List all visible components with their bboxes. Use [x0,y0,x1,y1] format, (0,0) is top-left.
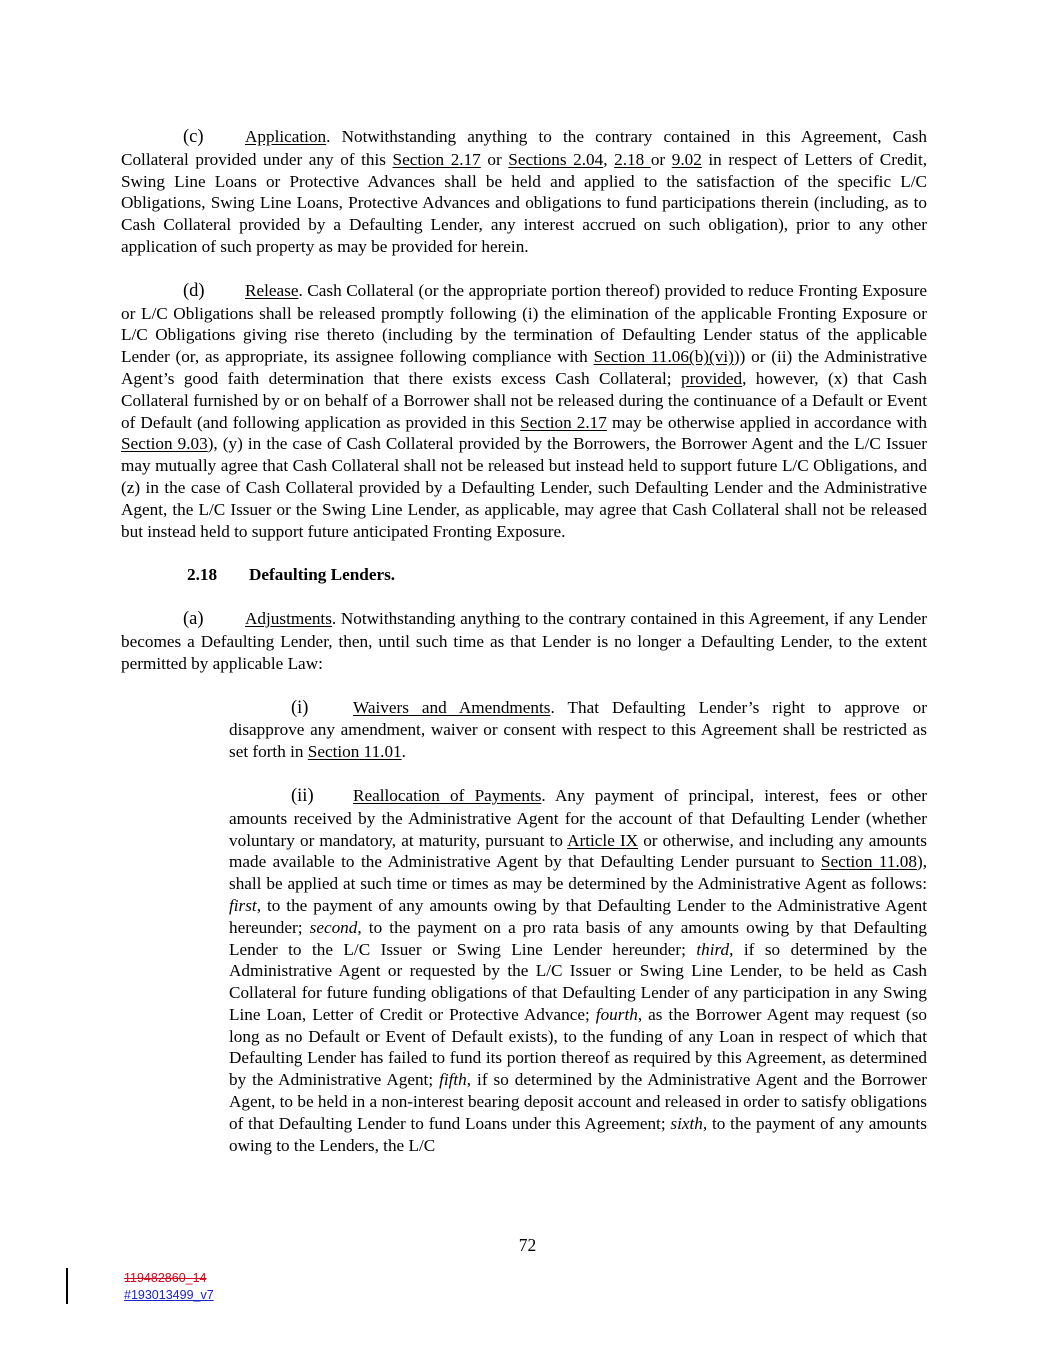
paragraph-d-release [121,280,927,543]
subparagraph-i-waivers [229,697,927,763]
cross-reference: Section 2.17 [520,412,607,432]
paragraph-title: Adjustments [245,609,332,629]
text-run: or otherwise, and including any amounts made available to the Administrative Agent by that Defaulting Lender pursuant to [229,830,927,872]
paragraph-title: Application [245,127,327,146]
paragraph-c-application [121,126,927,258]
text-run: , to the payment of any amounts owing by that Defaulting Lender to the Administrative Agent hereunder; [229,895,927,937]
document-body [121,126,927,1156]
text-run: . That Defaulting Lender’s right to approve or disapprove any amendment, waiver or consent with respect to this Agreement shall be restricted as set forth in [229,697,927,762]
text-run: )) or (ii) the Administrative Agent’s good faith determination that there exists excess Cash Collateral; [121,347,928,388]
text-run: , if so determined by the Administrative Agent and the Borrower Agent, to be held in a non-interest bearing deposit account and released in order to satisfy obligations of that Defaulting Lender to fund Loans under this Agreement; [229,1070,927,1133]
text-run: . [401,742,406,762]
subparagraph-ii-reallocation [229,785,927,1157]
paragraph-a-adjustments [121,608,927,674]
subparagraph-marker: (i) [291,697,309,718]
cross-reference: Section 2.17 [392,149,481,169]
text-run: or [480,149,509,169]
subparagraph-marker: (ii) [291,785,314,806]
cross-reference: 2.18 [614,149,651,169]
text-run: . Any payment of principal, interest, fees or other amounts received by the Administrative Agent for the account of that Defaulting Lender (whether voluntary or mandatory, at maturity, pursuant to [229,785,927,850]
cross-reference: Article IX [567,830,639,850]
text-run: , as the Borrower Agent may request (so long as no Default or Event of Default exists), to the funding of any Loan in respect of which that Defaulting Lender has failed to fund its portion thereof as required by this Agreement, as determined by the Administrative Agent; [229,1004,927,1090]
cross-reference: Section 9.03 [121,434,208,454]
section-title: Defaulting Lenders. [249,565,396,585]
ordinal-word: first [229,895,257,915]
ordinal-word: third [696,939,730,959]
cross-reference: Sections 2.04 [508,149,604,169]
ordinal-word: second [309,917,358,937]
ordinal-word: sixth [670,1113,703,1133]
text-run: , however, (x) that Cash Collateral furnished by or on behalf of a Borrower shall not be released during the continuance of a Default or Event of Default (and following application as provided in this [121,368,927,432]
cross-reference: Section 11.06(b)(vi) [593,347,734,367]
subparagraph-title: Reallocation of Payments [353,785,542,805]
text-run: , [603,149,615,169]
paragraph-marker: (d) [183,280,205,301]
text-run: ), shall be applied at such time or times as may be determined by the Administrative Agent as follows: [229,852,927,894]
ordinal-word: fifth [439,1070,467,1090]
subparagraph-title: Waivers and Amendments [353,697,551,717]
page-number: 72 [518,1235,537,1255]
text-run: or [650,149,672,169]
section-heading [187,564,927,586]
paragraph-marker: (c) [183,127,204,147]
deleted-document-id: 119482860_14 [124,1271,207,1285]
inserted-document-id: #193013499_v7 [124,1288,214,1302]
text-run: in respect of Letters of Credit, Swing Line Loans or Protective Advances shall be held and applied to the satisfaction of the specific L/C Obligations, Swing Line Loans, Protective Advances and obligations to fund participations therein (including, as to Cash Collateral provided by a Defaulting Lender, any interest accrued on such obligation), prior to any other application of such property as may be provided for herein. [121,149,928,256]
ordinal-word: fourth [595,1004,638,1024]
text-run: may be otherwise applied in accordance with [606,412,927,432]
text-run: . Notwithstanding anything to the contrary contained in this Agreement, Cash Collateral provided under any of this [121,127,927,169]
cross-reference: Section 11.08 [820,852,917,872]
paragraph-title: Release [245,280,299,300]
revision-change-bar [66,1268,68,1304]
cross-reference: 9.02 [671,149,702,169]
cross-reference: Section 11.01 [307,742,402,762]
document-id-block [124,1270,214,1304]
text-run: ), (y) in the case of Cash Collateral provided by the Borrowers, the Borrower Agent and the L/C Issuer may mutually agree that Cash Collateral shall not be released but instead held to support future L/C Obligations, and (z) in the case of Cash Collateral provided by a Defaulting Lender, such Defaulting Lender and the Administrative Agent, the L/C Issuer or the Swing Line Lender, as applicable, may agree that Cash Collateral shall not be released but instead held to support future anticipated Fronting Exposure. [121,434,927,541]
text-run: , to the payment on a pro rata basis of any amounts owing by that Defaulting Lender to the L/C Issuer or Swing Line Lender hereunder; [229,917,927,959]
paragraph-marker: (a) [183,609,204,630]
text-run: , if so determined by the Administrative Agent or requested by the L/C Issuer or Swing Line Lender, to be held as Cash Collateral for future funding obligations of that Defaulting Lender of any participation in any Swing Line Loan, Letter of Credit or Protective Advance; [229,939,928,1024]
text-run: . Cash Collateral (or the appropriate portion thereof) provided to reduce Fronting Exposure or L/C Obligations shall be released promptly following (i) the elimination of the applicable Fronting Exposure or L/C Obligations giving rise thereto (including by the termination of Defaulting Lender status of the applicable Lender (or, as appropriate, its assignee following compliance with [121,280,927,367]
defined-term: provided [680,368,743,388]
text-run: . Notwithstanding anything to the contrary contained in this Agreement, if any Lender becomes a Defaulting Lender, then, until such time as that Lender is no longer a Defaulting Lender, to the extent permitted by applicable Law: [121,609,927,673]
text-run: , to the payment of any amounts owing to the Lenders, the L/C [229,1113,927,1155]
section-number: 2.18 [187,565,218,585]
